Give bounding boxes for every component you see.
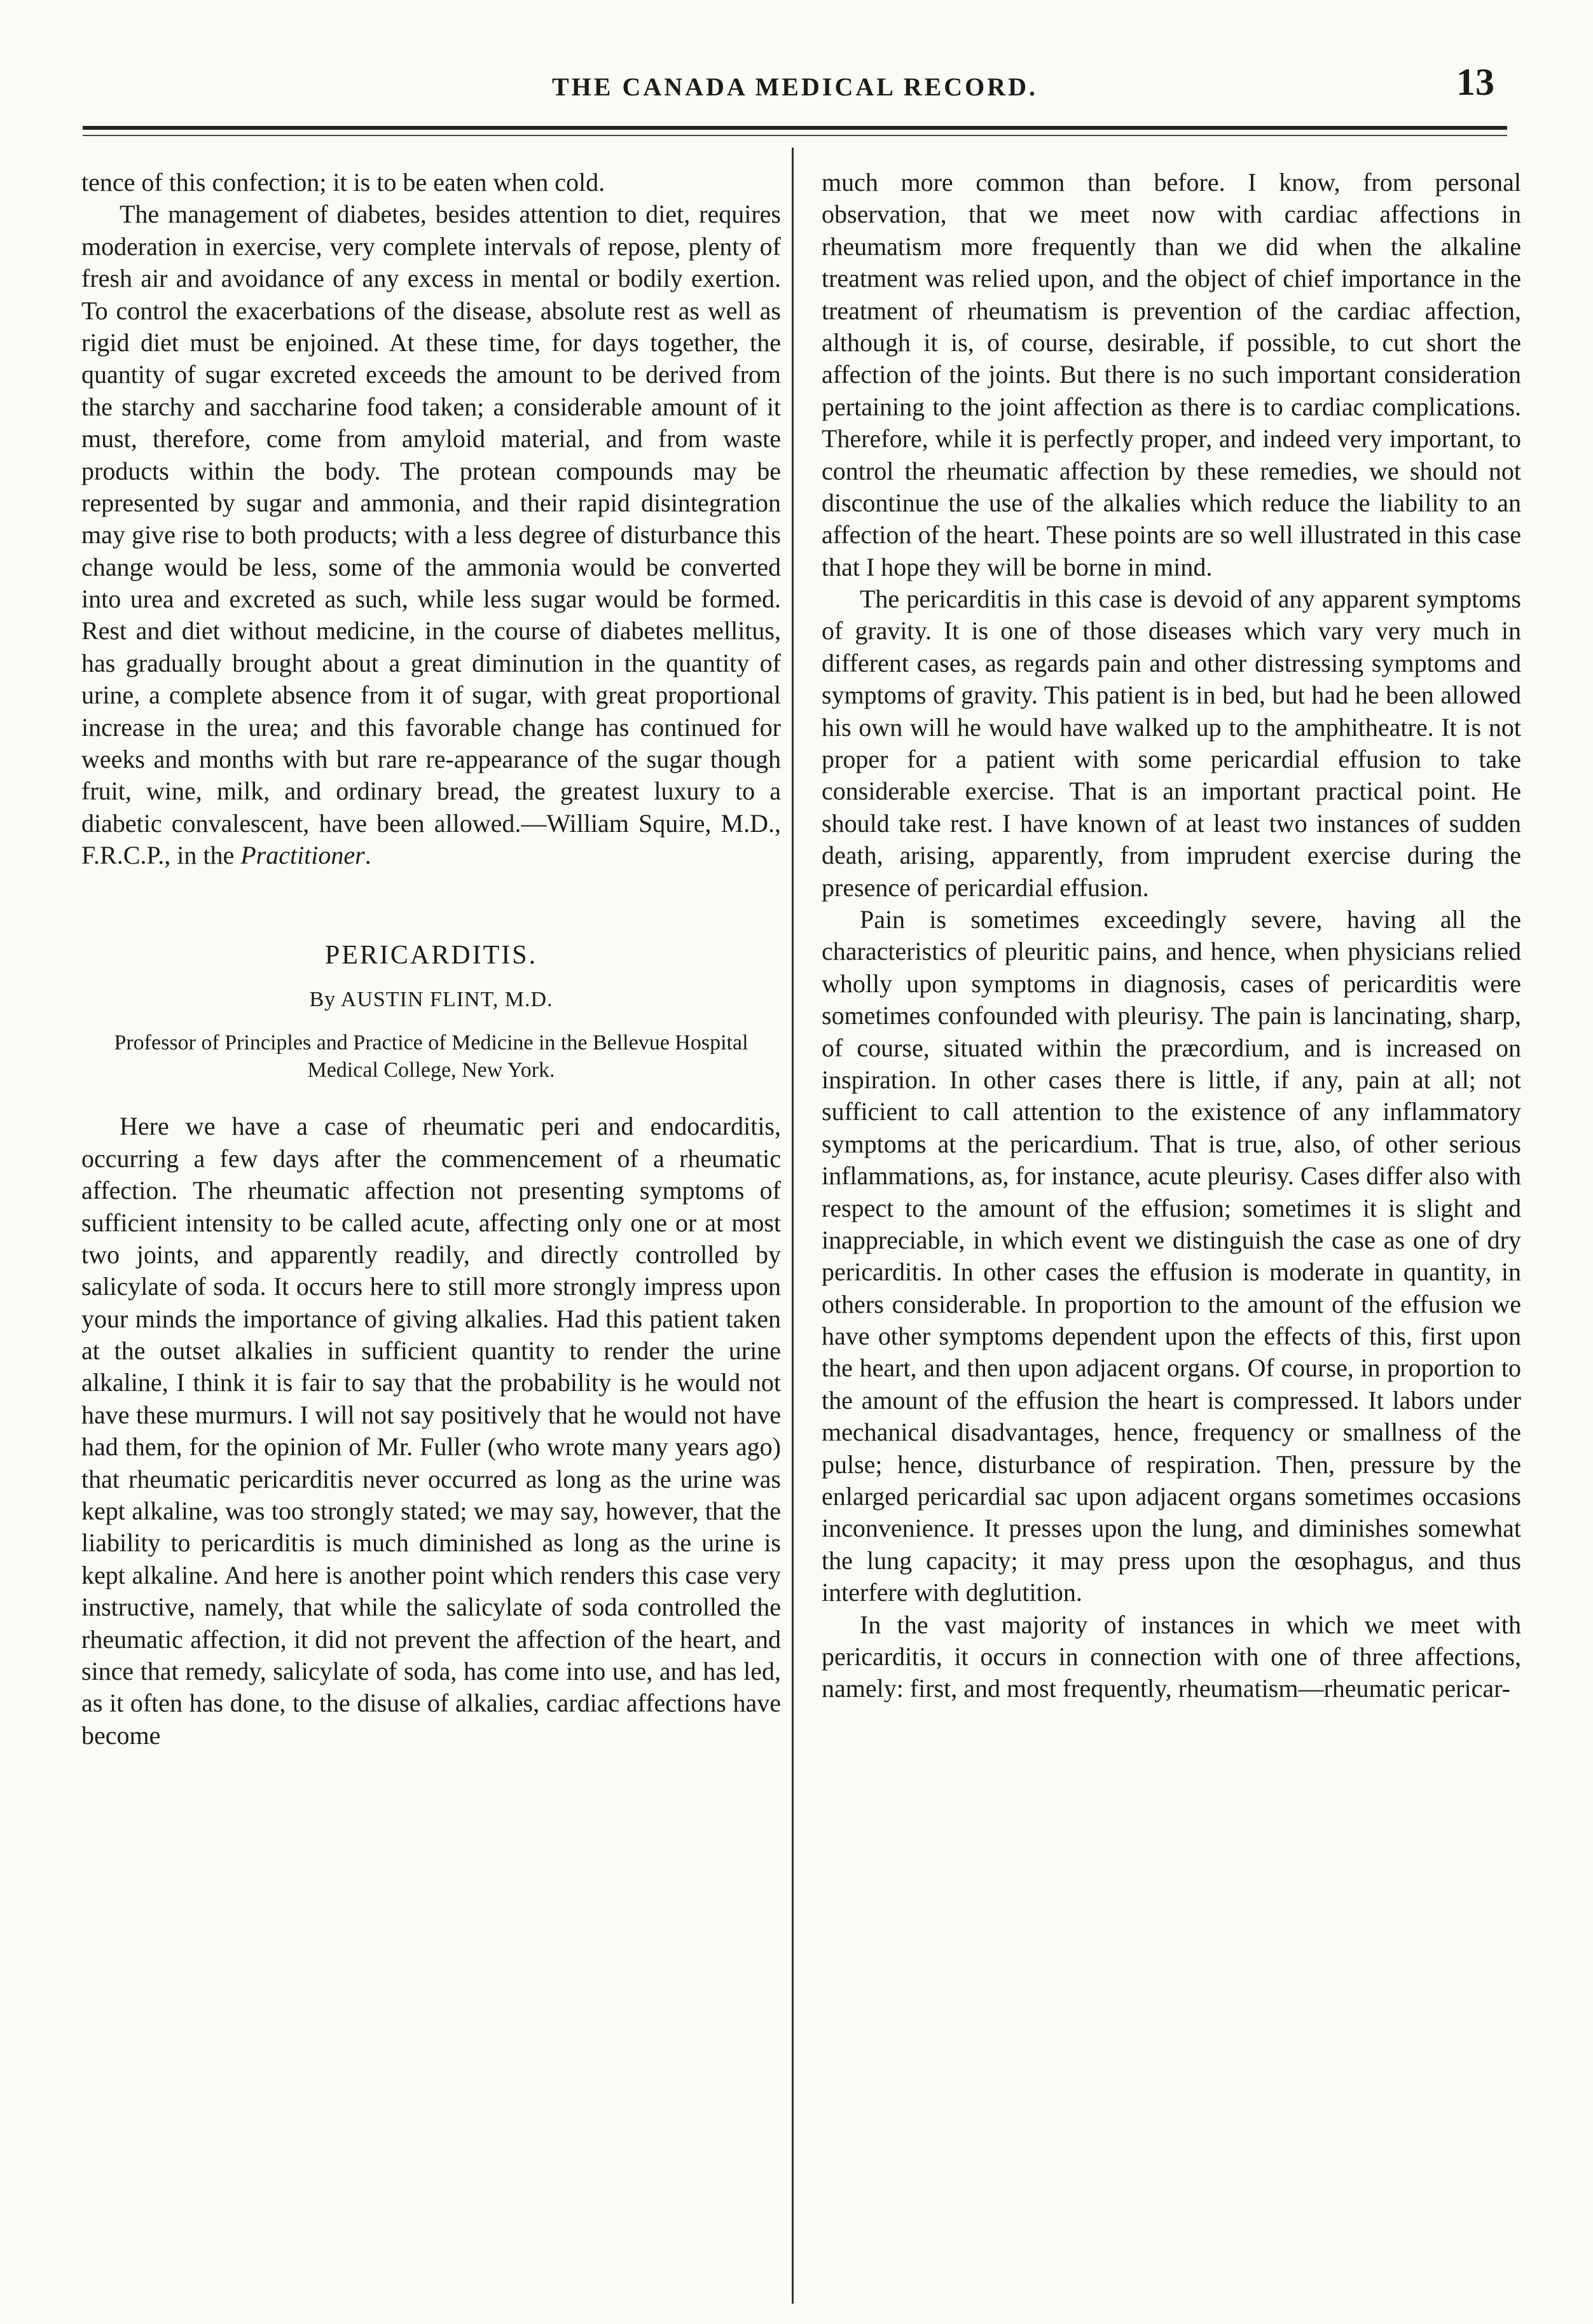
paragraph (81, 198, 781, 871)
column-divider (792, 148, 794, 2304)
page-header (83, 60, 1507, 111)
header-rule (83, 126, 1507, 130)
author-affiliation: Professor of Principles and Practice of Medicine in the Bellevue Hospital Medical College, New York. (114, 1031, 748, 1082)
article-title: PERICARDITIS. (324, 940, 538, 970)
paragraph-text: The management of diabetes, besides attention to diet, requires moderation in exercise, very complete intervals of repose, plenty of fresh air and avoidance of any excess in mental or bodily exertion. To control the exacerbations of the disease, absolute rest as well as rigid diet must be enjoined. At these time, for days together, the quantity of sugar excreted exceeds the amount to be derived from the starchy and saccharine food taken; a considerable amount of it must, therefore, come from amyloid material, and from waste products within the body. The protean compounds may be represented by sugar and ammonia, and their rapid disintegration may give rise to both products; with a less degree of disturbance this change would be less, some of the ammonia would be converted into urea and excreted as such, while less sugar would be formed. Rest and diet without medicine, in the course of diabetes mellitus, has gradually brought about a great diminution in the quantity of urine, a complete absence from it of sugar, with great proportional increase in the urea; and this favorable change has continued for weeks and months with but rare re-appearance of the sugar though fruit, wine, milk, and ordinary bread, the greatest luxury to a diabetic convalescent, have been allowed.—William Squire, M.D., F.R.C.P., in the (81, 200, 781, 870)
paragraph: tence of this confection; it is to be eaten when cold. (81, 168, 605, 197)
paragraph-end: . (364, 841, 371, 870)
paragraph: The pericarditis in this case is devoid of any apparent symptoms of gravity. It is one of those diseases which vary very much in different cases, as regards pain and other distressing symptoms and symptoms of gravity. This patient is in bed, but had he been allowed his own will he would have walked up to the amphitheatre. It is not proper for a patient with some pericardial effusion to take considerable exercise. That is an important practical point. He should take rest. I have known of at least two instances of sudden death, arising, apparently, from imprudent exercise during the presence of pericardial effusion. (822, 584, 1521, 902)
paragraph: In the vast majority of instances in which we meet with pericarditis, it occurs in connection with one of three affections, namely: first, and most frequently, rheumatism—rheumatic pericar- (822, 1610, 1521, 1703)
byline: By AUSTIN FLINT, M.D. (309, 987, 553, 1011)
source-title: Practitioner (240, 841, 365, 870)
right-column (822, 167, 1521, 1705)
header-rule-thin (83, 135, 1507, 136)
paragraph: Pain is sometimes exceedingly severe, having all the characteristics of pleuritic pains, and hence, when physicians relied wholly upon symptoms in diagnosis, cases of pericarditis were sometimes confounded with pleurisy. The pain is lancinating, sharp, of course, situated within the præcordium, and is increased on inspiration. In other cases there is little, if any, pain at all; not sufficient to call attention to the existence of any inflammatory symptoms at the pericardium. That is true, also, of other serious inflammations, as, for instance, acute pleurisy. Cases differ also with respect to the amount of the effusion; sometimes it is slight and inappreciable, in which event we distinguish the case as one of dry pericarditis. In other cases the effusion is moderate in quantity, in others considerable. In proportion to the amount of the effusion we have other symptoms dependent upon the effects of this, first upon the heart, and then upon adjacent organs. Of course, in proportion to the amount of the effusion the heart is compressed. It labors under mechanical disadvantages, hence, frequency or smallness of the pulse; hence, disturbance of respiration. Then, pressure by the enlarged pericardial sac upon adjacent organs sometimes occasions inconvenience. It presses upon the lung, and diminishes somewhat the lung capacity; it may press upon the œsophagus, and thus interfere with deglutition. (822, 904, 1521, 1607)
paragraph: much more common than before. I know, from personal observation, that we meet now with cardiac affections in rheumatism more frequently than we did when the alkaline treatment was relied upon, and the object of chief importance in the treatment of rheumatism is prevention of the cardiac affection, although it is, of course, desirable, if possible, to cut short the affection of the joints. But there is no such important consideration pertaining to the joint affection as there is to cardiac complications. Therefore, while it is perfectly proper, and indeed very important, to control the rheumatic affection by these remedies, we should not discontinue the use of the alkalies which reduce the liability to an affection of the heart. These points are so well illustrated in this case that I hope they will be borne in mind. (822, 168, 1521, 581)
paragraph: Here we have a case of rheumatic peri and endocarditis, occurring a few days after the commencement of a rheumatic affection. The rheumatic affection not presenting symptoms of sufficient intensity to be called acute, affecting only one or at most two joints, and apparently readily, and directly controlled by salicylate of soda. It occurs here to still more strongly impress upon your minds the importance of giving alkalies. Had this patient taken at the outset alkalies in sufficient quantity to render the urine alkaline, I think it is fair to say that the probability is he would not have these murmurs. I will not say positively that he would not have had them, for the opinion of Mr. Fuller (who wrote many years ago) that rheumatic pericarditis never occurred as long as the urine was kept alkaline, was too strongly stated; we may say, however, that the liability to pericarditis is much diminished as long as the urine is kept alkaline. And here is another point which renders this case very instructive, namely, that while the salicylate of soda controlled the rheumatic affection, it did not prevent the affection of the heart, and since that remedy, salicylate of soda, has come into use, and has led, as it often has done, to the disuse of alkalies, cardiac affections have become (81, 1112, 781, 1750)
left-column (81, 167, 781, 1752)
running-title: THE CANADA MEDICAL RECORD. (551, 73, 1038, 101)
page-number: 13 (1456, 61, 1494, 103)
